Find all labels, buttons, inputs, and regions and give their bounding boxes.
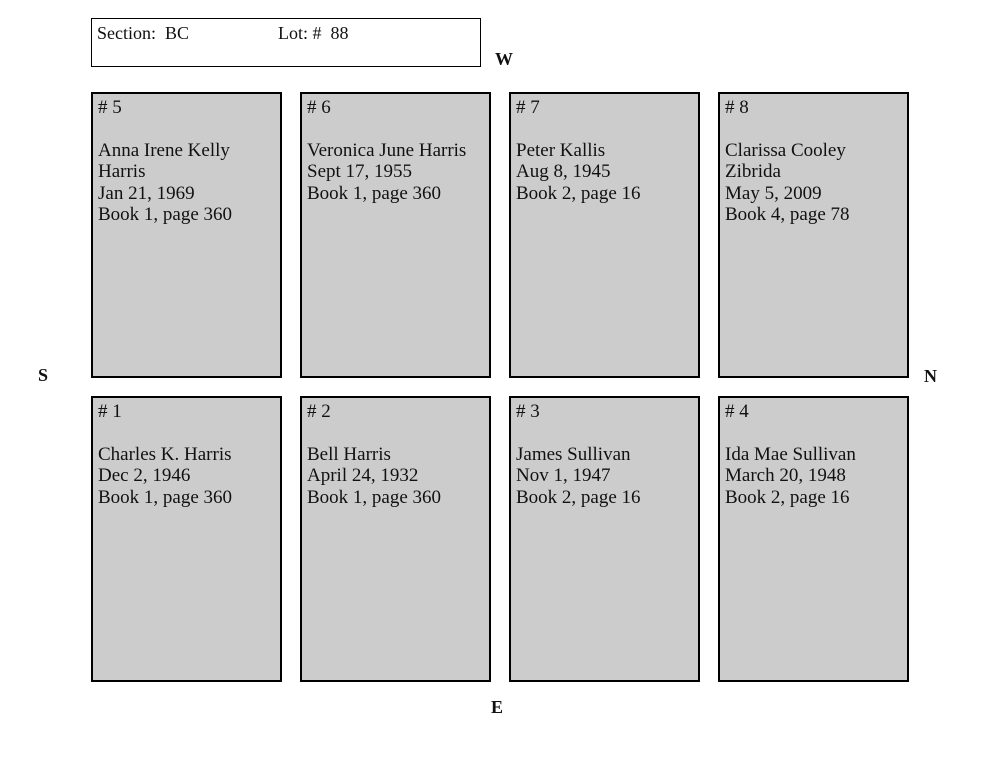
- plot-line: Book 1, page 360: [98, 486, 233, 508]
- plot-line: Book 4, page 78: [725, 204, 850, 225]
- compass-east: E: [491, 697, 504, 717]
- plot-number: # 5: [98, 97, 122, 118]
- compass-south: S: [38, 365, 49, 385]
- plot-line: Veronica June Harris: [307, 139, 467, 161]
- plot-line: Jan 21, 1969: [98, 182, 195, 204]
- compass-west: W: [495, 49, 513, 69]
- plot-line: Book 2, page 16: [516, 182, 641, 204]
- section-label: Section: BC: [97, 23, 190, 43]
- compass-north: N: [924, 366, 937, 386]
- plot-line: Book 2, page 16: [725, 486, 850, 508]
- plot-2: [300, 396, 491, 682]
- plot-8: [718, 92, 909, 378]
- plot-line: March 20, 1948: [725, 465, 846, 486]
- plot-number: # 4: [725, 401, 749, 422]
- plot-number: # 1: [98, 401, 122, 422]
- plot-line: Aug 8, 1945: [516, 161, 611, 182]
- plot-line: May 5, 2009: [725, 182, 822, 204]
- plot-4: [718, 396, 909, 682]
- plot-number: # 3: [516, 401, 540, 422]
- plot-number: # 8: [725, 97, 749, 118]
- section-lot-header: [91, 18, 481, 67]
- plot-5: [91, 92, 282, 378]
- plot-line: Book 1, page 360: [98, 204, 233, 225]
- plot-1: [91, 396, 282, 682]
- plot-7: [509, 92, 700, 378]
- plot-line: Book 1, page 360: [307, 486, 442, 508]
- plot-line: Ida Mae Sullivan: [725, 443, 856, 465]
- plot-number: # 2: [307, 401, 331, 422]
- lot-label: Lot: # 88: [278, 23, 349, 43]
- plot-line: Charles K. Harris: [98, 443, 232, 465]
- plot-line: Nov 1, 1947: [516, 465, 611, 486]
- plot-line: Clarissa Cooley: [725, 139, 846, 161]
- plot-line: Book 2, page 16: [516, 486, 641, 508]
- plot-line: James Sullivan: [516, 443, 631, 465]
- plot-number: # 6: [307, 97, 331, 118]
- plot-line: Book 1, page 360: [307, 182, 442, 204]
- plot-line: Sept 17, 1955: [307, 161, 413, 182]
- plot-line: Zibrida: [725, 161, 781, 182]
- plot-line: Bell Harris: [307, 443, 391, 465]
- plot-line: April 24, 1932: [307, 465, 419, 486]
- plot-line: Dec 2, 1946: [98, 465, 191, 486]
- plot-line: Peter Kallis: [516, 139, 606, 161]
- plot-3: [509, 396, 700, 682]
- plot-line: Anna Irene Kelly: [98, 139, 230, 161]
- plot-6: [300, 92, 491, 378]
- plot-line: Harris: [98, 161, 146, 182]
- plot-number: # 7: [516, 97, 540, 118]
